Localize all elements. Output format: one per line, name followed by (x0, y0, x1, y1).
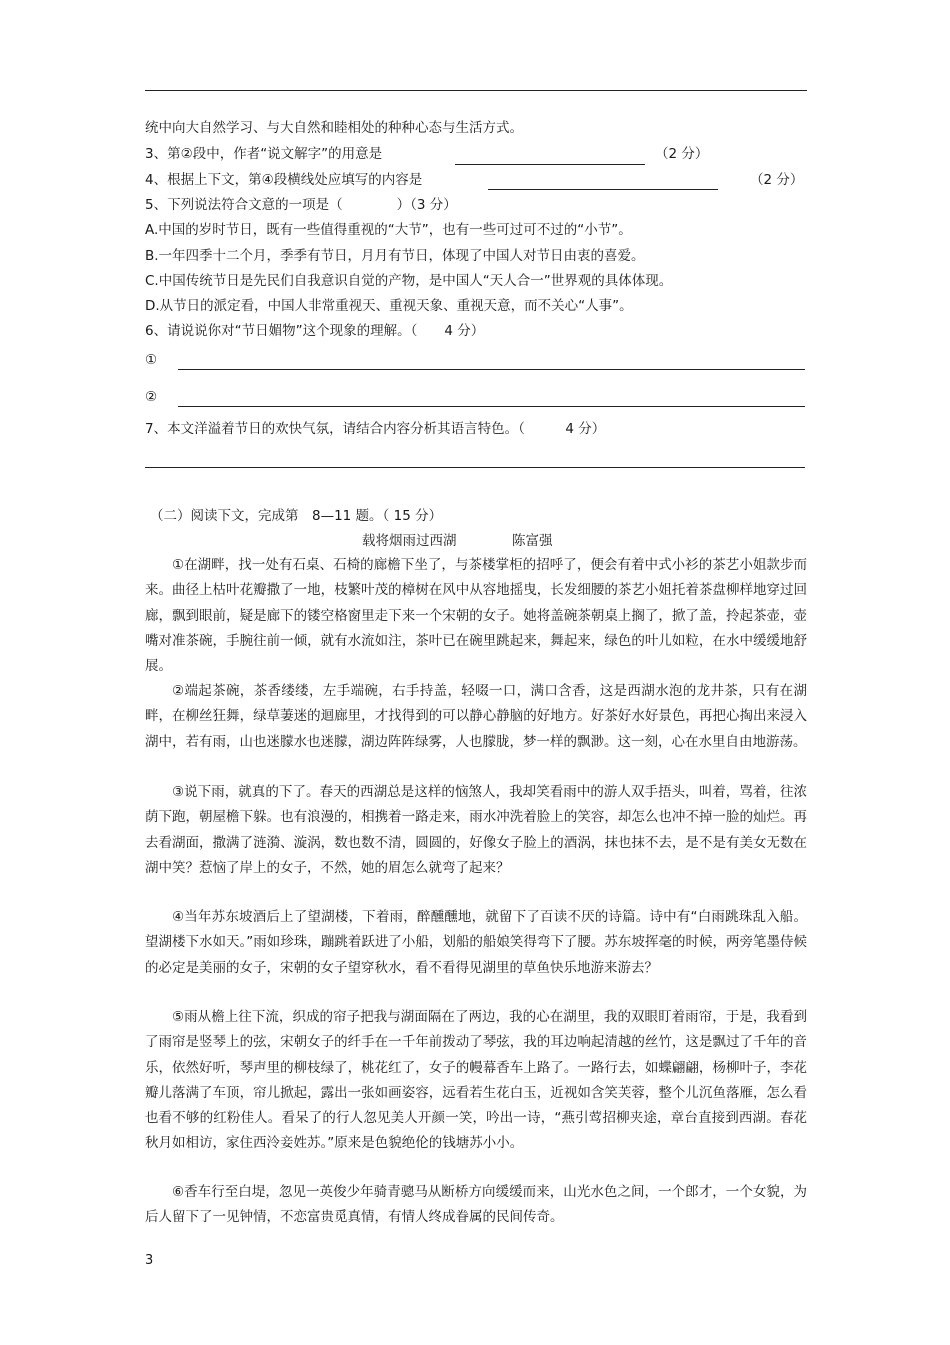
q6-answer-line-2[interactable] (178, 406, 805, 407)
passage-author: 陈富强 (512, 533, 553, 549)
q5-option-b: B.一年四季十二个月，季季有节日，月月有节日，体现了中国人对节日由衷的喜爱。 (145, 248, 645, 264)
question-3: 3、第②段中，作者“说文解字”的用意是 (145, 146, 383, 162)
section-2-intro: （二）阅读下文，完成第 8—11 题。（ 15 分） (150, 508, 443, 524)
q6-answer-line-1[interactable] (178, 369, 805, 370)
passage-paragraph-2: ②端起茶碗，茶香缕缕，左手端碗，右手持盖，轻啜一口，满口含香，这是西湖水泡的龙井茶，只有在湖畔，在柳丝狂舞，绿草萋迷的迴廊里，才找得到的可以静心静脑的好地方。好茶好水好景色，再把心掏出来浸入湖中，若有雨，山也迷朦水也迷朦，湖边阵阵绿雾，人也朦胧，梦一样的飘渺。这一刻，心在水里自由地游荡。 (145, 683, 807, 750)
question-5: 5、下列说法符合文意的一项是（ ）（3 分） (145, 197, 457, 213)
q5-option-c: C.中国传统节日是先民们自我意识自觉的产物，是中国人“天人合一”世界观的具体体现。 (145, 273, 673, 289)
q6-answer-mark-1: ① (145, 352, 158, 368)
previous-passage-tail: 统中向大自然学习、与大自然和睦相处的种种心态与生活方式。 (145, 120, 523, 136)
question-4: 4、根据上下文，第④段横线处应填写的内容是 (145, 172, 423, 188)
passage-paragraph-1: ①在湖畔，找一处有石桌、石椅的廊檐下坐了，与茶楼掌柜的招呼了，便会有着中式小衫的茶艺小姐款步而来。曲径上枯叶花瓣撒了一地，枝繁叶茂的樟树在风中从容地摇曳，长发细腰的茶艺小姐托着茶盘柳样地穿过回廊，飘到眼前，疑是廊下的镂空格窗里走下来一个宋朝的女子。她将盖碗茶朝桌上搁了，掀了盖，拎起茶壶，壶嘴对准茶碗，手腕往前一倾，就有水流如注，茶叶已在碗里跳起来，舞起来，绿色的叶儿如粒，在水中缓缓地舒展。 (145, 557, 807, 675)
passage-title: 载将烟雨过西湖 (362, 533, 457, 549)
q5-option-a: A.中国的岁时节日，既有一些值得重视的“大节”，也有一些可过可不过的“小节”。 (145, 222, 632, 238)
passage-paragraph-6: ⑥香车行至白堤，忽见一英俊少年骑青骢马从断桥方向缓缓而来，山光水色之间，一个郎才，一个女貌，为后人留下了一见钟情，不恋富贵觅真情，有情人终成眷属的民间传奇。 (145, 1184, 807, 1226)
question-6: 6、请说说你对“节日媚物”这个现象的理解。（ 4 分） (145, 323, 485, 339)
passage-paragraph-3: ③说下雨，就真的下了。春天的西湖总是这样的恼煞人，我却笑看雨中的游人双手捂头，叫着，骂着，往浓荫下跑，朝屋檐下躲。也有浪漫的，相携着一路走来，雨水冲洗着脸上的笑容，却怎么也冲不掉一脸的灿烂。再去看湖面，撒满了涟漪、漩涡，数也数不清，圆圆的，好像女子脸上的酒涡，抹也抹不去，是不是有美女无数在湖中笑？惹恼了岸上的女子，不然，她的眉怎么就弯了起来？ (145, 784, 807, 876)
q7-answer-line[interactable] (145, 467, 805, 468)
question-7: 7、本文洋溢着节日的欢快气氛，请结合内容分析其语言特色。（ 4 分） (145, 421, 606, 437)
q3-answer-blank[interactable] (455, 164, 645, 165)
q3-score: （2 分） (655, 146, 709, 162)
q4-answer-blank[interactable] (488, 189, 718, 190)
q6-answer-mark-2: ② (145, 389, 158, 405)
page-number: 3 (145, 1253, 154, 1268)
passage-paragraph-4: ④当年苏东坡酒后上了望湖楼，下着雨，醉醺醺地，就留下了百读不厌的诗篇。诗中有“白雨跳珠乱入船。望湖楼下水如天。”雨如珍珠，蹦跳着跃进了小船，划船的船娘笑得弯下了腰。苏东坡挥毫的时候，两旁笔墨侍候的必定是美丽的女子，宋朝的女子望穿秋水，看不看得见湖里的草鱼快乐地游来游去？ (145, 909, 807, 976)
passage-paragraph-5: ⑤雨从檐上往下流，织成的帘子把我与湖面隔在了两边，我的心在湖里，我的双眼盯着雨帘，于是，我看到了雨帘是竖琴上的弦，宋朝女子的纤手在一千年前拨动了琴弦，我的耳边响起清越的丝竹，这是飘过了千年的音乐，依然好听，琴声里的柳枝绿了，桃花红了，女子的幔幕香车上路了。一路行去，如蝶翩翩，杨柳叶子，李花瓣儿落满了车顶，帘儿掀起，露出一张如画姿容，远看若生花白玉，近视如含笑芙蓉，整个儿沉鱼落雁，怎么看也看不够的红粉佳人。看呆了的行人忽见美人开颜一笑，吟出一诗，“燕引莺招柳夹途，章台直接到西湖。春花秋月如相访，家住西泠妾姓苏。”原来是色貌绝伦的钱塘苏小小。 (145, 1009, 807, 1152)
header-rule (145, 90, 807, 91)
q5-option-d: D.从节日的派定看，中国人非常重视天、重视天象、重视天意，而不关心“人事”。 (145, 298, 633, 314)
q4-score: （2 分） (750, 172, 804, 188)
